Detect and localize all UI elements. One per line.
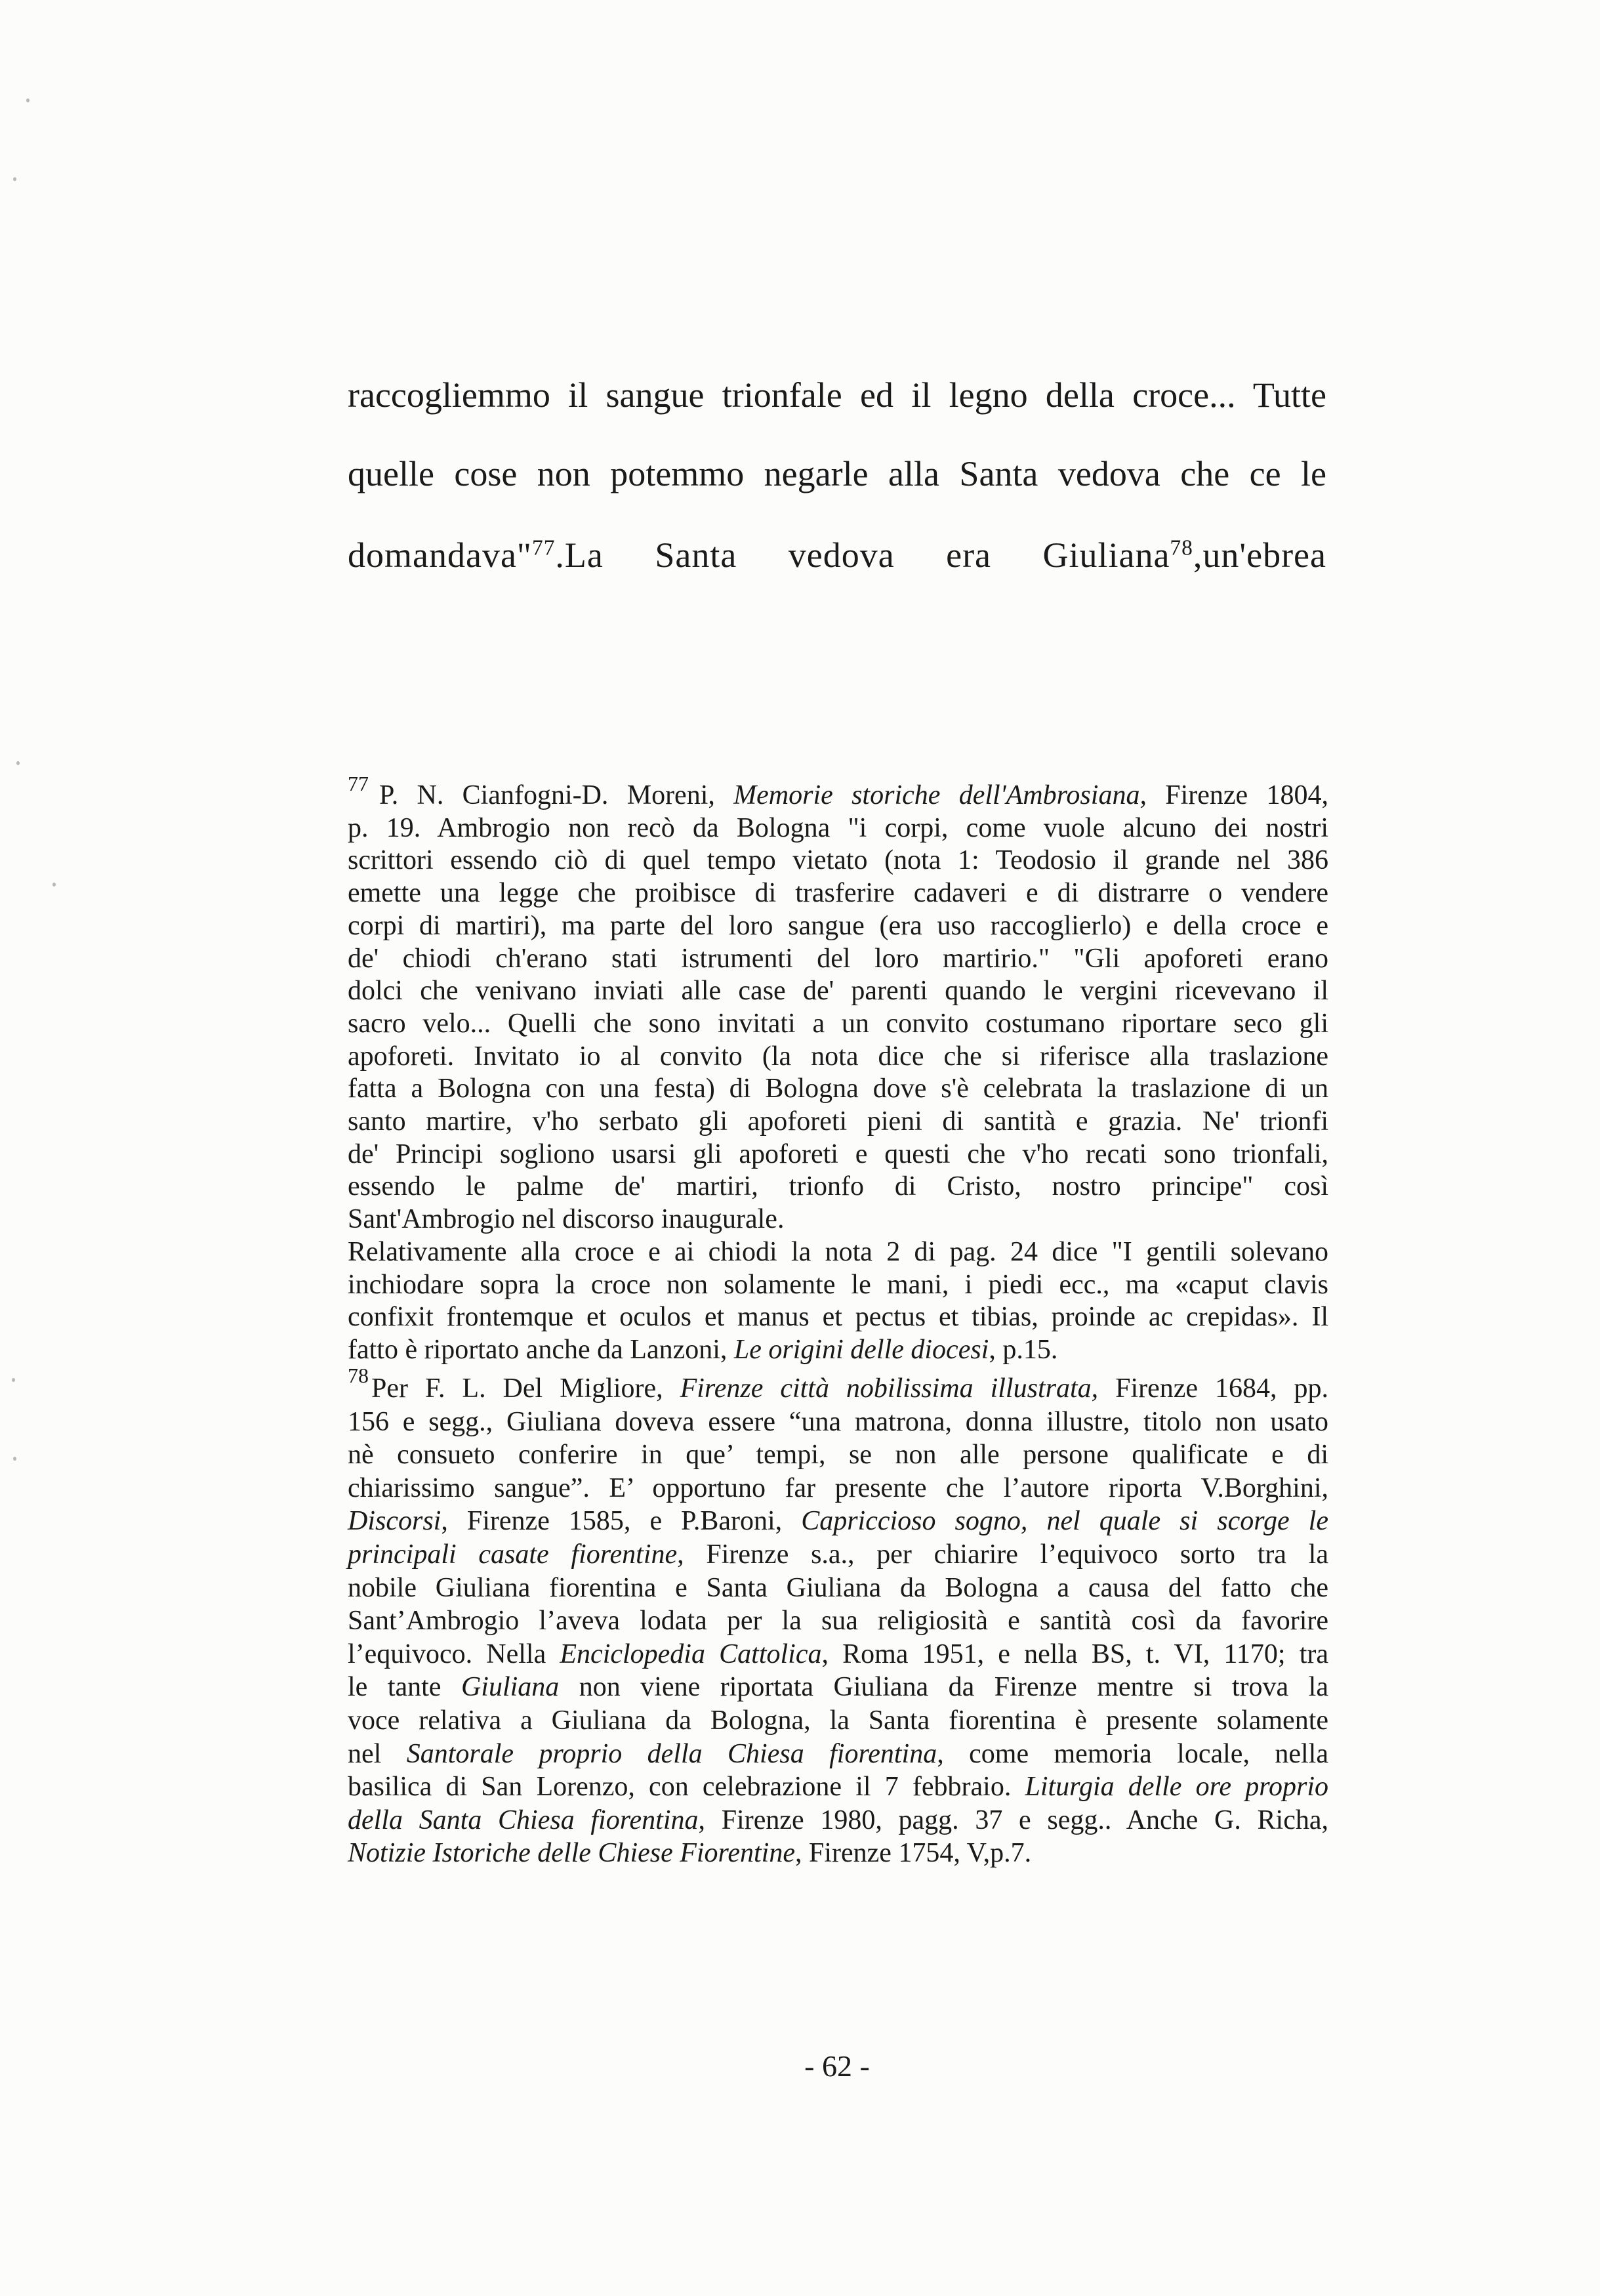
italic-text: Discorsi bbox=[348, 1506, 441, 1537]
footnote-line bbox=[348, 1837, 1328, 1869]
footnote-line bbox=[348, 1639, 1328, 1670]
scan-speck bbox=[12, 1378, 15, 1382]
text-segment: apoforeti. Invitato io al convito (la nota dice che si riferisce alla traslazione bbox=[348, 1041, 1328, 1072]
footnote-line bbox=[348, 1671, 1328, 1703]
text-segment: ,un'ebrea bbox=[1193, 535, 1326, 575]
text-segment: raccogliemmo il sangue trionfale ed il legno della croce... Tutte bbox=[348, 375, 1326, 415]
scan-speck bbox=[26, 98, 30, 102]
italic-text: Santorale proprio della Chiesa fiorentina bbox=[406, 1738, 937, 1769]
text-segment: , Firenze s.a., per chiarire l’equivoco sorto tra la bbox=[677, 1539, 1328, 1570]
text-segment: chiarissimo sangue”. E’ opportuno far presente che l’autore riporta V.Borghini, bbox=[348, 1472, 1328, 1503]
text-segment: inchiodare sopra la croce non solamente le mani, i piedi ecc., ma «caput clavis bbox=[348, 1269, 1328, 1300]
text-segment: sacro velo... Quelli che sono invitati a un convito costumano riportare seco gli bbox=[348, 1008, 1328, 1039]
footnote-line bbox=[348, 1738, 1328, 1770]
italic-text: Le origini delle diocesi bbox=[733, 1334, 989, 1365]
footnote-marker: 78 bbox=[348, 1364, 369, 1387]
scan-speck bbox=[16, 761, 20, 765]
footnote-line bbox=[348, 1269, 1328, 1301]
footnote-line bbox=[348, 1805, 1328, 1836]
italic-text: Enciclopedia Cattolica bbox=[560, 1639, 822, 1669]
scan-speck bbox=[52, 883, 56, 887]
footnote-line bbox=[348, 910, 1328, 942]
text-segment: quelle cose non potemmo negarle alla Santa vedova che ce le bbox=[348, 454, 1326, 493]
text-segment: santo martire, v'ho serbato gli apoforeti pieni di santità e grazia. Ne' trionfi bbox=[348, 1106, 1328, 1137]
footnote-line bbox=[348, 975, 1328, 1007]
footnote-line bbox=[348, 1406, 1328, 1438]
text-segment: nel bbox=[348, 1738, 407, 1769]
text-segment: nè consueto conferire in que’ tempi, se non alle persone qualificate e di bbox=[348, 1440, 1328, 1471]
body-line bbox=[348, 535, 1326, 575]
footnote-line bbox=[348, 1041, 1328, 1072]
footnote-line bbox=[348, 1505, 1328, 1537]
footnote-line bbox=[348, 812, 1328, 844]
text-segment: Firenze 1684, pp. bbox=[1098, 1373, 1328, 1404]
text-segment: Firenze 1804, bbox=[1146, 780, 1328, 810]
text-segment: voce relativa a Giuliana da Bologna, la Santa fiorentina è presente solamente bbox=[348, 1705, 1328, 1736]
footnote-line bbox=[348, 1138, 1328, 1170]
footnote-line bbox=[348, 1301, 1328, 1333]
text-segment: Relativamente alla croce e ai chiodi la nota 2 di pag. 24 dice "I gentili solevano bbox=[348, 1236, 1328, 1267]
text-segment: dolci che venivano inviati alle case de' parenti quando le vergini ricevevano il bbox=[348, 976, 1328, 1007]
italic-text: Liturgia delle ore proprio bbox=[1025, 1772, 1328, 1803]
footnote-line bbox=[348, 1073, 1328, 1104]
text-segment: emette una legge che proibisce di trasferire cadaveri e di distrarre o vendere bbox=[348, 878, 1328, 909]
text-segment: corpi di martiri), ma parte del loro sangue (era uso raccoglierlo) e della croce e bbox=[348, 910, 1328, 941]
text-segment: , come memoria locale, nella bbox=[937, 1738, 1328, 1769]
footnote-line bbox=[379, 780, 1328, 811]
footnote-line bbox=[348, 1539, 1328, 1570]
footnote-line bbox=[348, 1705, 1328, 1736]
footnote-line bbox=[348, 1203, 1328, 1235]
body-line bbox=[348, 454, 1326, 493]
footnote-line bbox=[348, 1605, 1328, 1637]
footnote-line bbox=[348, 845, 1328, 876]
text-segment: essendo le palme de' martiri, trionfo di Cristo, nostro principe" così bbox=[348, 1171, 1328, 1202]
text-segment: fatta a Bologna con una festa) di Bologna dove s'è celebrata la traslazione di un bbox=[348, 1074, 1328, 1104]
footnote-line bbox=[348, 1472, 1328, 1504]
footnote-line bbox=[348, 1106, 1328, 1137]
page-number: - 62 - bbox=[804, 2049, 870, 2083]
italic-text: Firenze città nobilissima illustrata, bbox=[680, 1373, 1099, 1404]
text-segment: de' chiodi ch'erano stati istrumenti del loro martirio." "Gli apoforeti erano bbox=[348, 943, 1328, 974]
footnote-reference: 77 bbox=[531, 535, 556, 560]
scan-speck bbox=[13, 177, 16, 181]
italic-text: della Santa Chiesa fiorentina bbox=[348, 1805, 699, 1835]
body-line bbox=[348, 375, 1326, 415]
footnote-line bbox=[348, 1008, 1328, 1039]
footnote-reference: 78 bbox=[1170, 535, 1193, 560]
scan-speck bbox=[13, 1457, 16, 1461]
text-segment: domandava" bbox=[348, 535, 532, 575]
italic-text: Notizie Istoriche delle Chiese Fiorentine bbox=[348, 1838, 795, 1869]
italic-text: Capriccioso sogno, nel quale si scorge le bbox=[801, 1506, 1328, 1537]
text-segment: .La Santa vedova era Giuliana bbox=[555, 535, 1170, 575]
footnote-line bbox=[371, 1373, 1328, 1404]
footnote-line bbox=[348, 1236, 1328, 1268]
text-segment: scrittori essendo ciò di quel tempo vietato (nota 1: Teodosio il grande nel 386 bbox=[348, 845, 1328, 876]
text-segment: , Firenze 1585, e P.Baroni, bbox=[441, 1506, 802, 1537]
text-segment: Per F. L. Del Migliore, bbox=[371, 1373, 680, 1404]
footnote-line bbox=[348, 1171, 1328, 1202]
italic-text: principali casate fiorentine bbox=[348, 1539, 678, 1570]
footnote-line bbox=[348, 1771, 1328, 1803]
text-segment: , Firenze 1980, pagg. 37 e segg.. Anche G. Richa, bbox=[698, 1805, 1329, 1835]
text-segment: non viene riportata Giuliana da Firenze mentre si trova la bbox=[559, 1672, 1328, 1703]
footnote-marker: 77 bbox=[348, 772, 369, 795]
text-segment: , p.15. bbox=[989, 1334, 1058, 1365]
footnote-line bbox=[348, 877, 1328, 909]
text-segment: l’equivoco. Nella bbox=[348, 1639, 560, 1669]
italic-text: Memorie storiche dell'Ambrosiana, bbox=[733, 780, 1147, 810]
footnote-line bbox=[348, 1572, 1328, 1604]
text-segment: le tante bbox=[348, 1672, 461, 1703]
footnote-line bbox=[348, 943, 1328, 974]
text-segment: nobile Giuliana fiorentina e Santa Giuliana da Bologna a causa del fatto che bbox=[348, 1572, 1328, 1603]
text-segment: confixit frontemque et oculos et manus et pectus et tibias, proinde ac crepidas». Il bbox=[348, 1302, 1328, 1333]
text-segment: P. N. Cianfogni-D. Moreni, bbox=[379, 780, 734, 810]
text-segment: basilica di San Lorenzo, con celebrazione il 7 febbraio. bbox=[348, 1772, 1025, 1803]
text-segment: p. 19. Ambrogio non recò da Bologna "i corpi, come vuole alcuno dei nostri bbox=[348, 812, 1328, 843]
text-segment: Sant’Ambrogio l’aveva lodata per la sua religiosità e santità così da favorire bbox=[348, 1606, 1328, 1637]
footnote-line bbox=[348, 1439, 1328, 1471]
text-segment: , Roma 1951, e nella BS, t. VI, 1170; tra bbox=[821, 1639, 1329, 1669]
text-segment: , Firenze 1754, V,p.7. bbox=[794, 1838, 1032, 1869]
italic-text: Giuliana bbox=[461, 1672, 560, 1703]
text-segment: 156 e segg., Giuliana doveva essere “una matrona, donna illustre, titolo non usato bbox=[348, 1406, 1328, 1437]
text-segment: fatto è riportato anche da Lanzoni, bbox=[348, 1334, 734, 1365]
text-segment: de' Principi sogliono usarsi gli apoforeti e questi che v'ho recati sono trionfali, bbox=[348, 1138, 1328, 1169]
text-segment: Sant'Ambrogio nel discorso inaugurale. bbox=[348, 1204, 785, 1235]
footnote-line bbox=[348, 1334, 1328, 1366]
